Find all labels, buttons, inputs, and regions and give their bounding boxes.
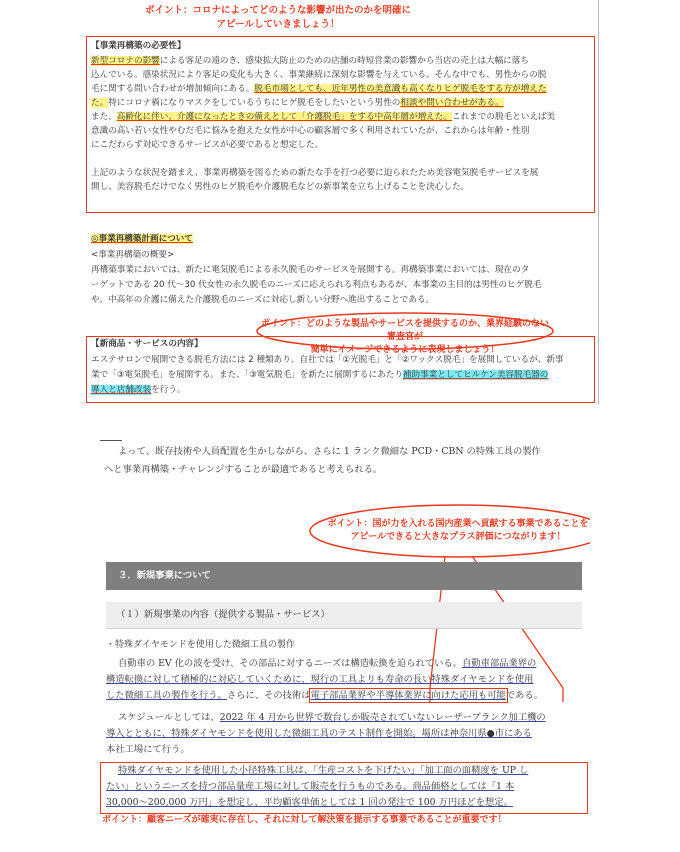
- note-top-line1: ポイント：コロナによってどのような影響が出たのかを明確に: [144, 5, 411, 16]
- section1-line: 新型コロナの影響による客足の遠のき、感染拡大防止のための店舗の時短営業の影響から当店の売上は大幅に落ち: [91, 56, 529, 66]
- overview-line: ーゲットである 20 代〜30 代女性の永久脱毛のニーズに応えられる利点もあるが、本事業の主目的は男性のヒゲ脱毛: [91, 280, 542, 290]
- section3-title: ３．新規事業について: [118, 570, 211, 581]
- overview-heading: <事業再構築の概要>: [91, 250, 175, 260]
- section1-line: 意識の高い若い女性やむだ毛に悩みを抱えた女性が中心の顧客層で多く利用されていたが、これからは年齢・性別: [91, 126, 530, 136]
- note-mid-line2: 簡単にイメージできるように表現しましょう！: [310, 345, 500, 355]
- product-heading: 【新商品・サービスの内容】: [91, 339, 203, 349]
- note-top-line2: アピールしていきましょう！: [216, 19, 340, 30]
- bullet-title: ・特殊ダイヤモンドを使用した微細工具の製作: [106, 640, 295, 650]
- section1-line: 開し、美容脱毛だけでなく男性のヒゲ脱毛や介護脱毛などの新事業を立ち上げることを決心した。: [91, 182, 470, 192]
- para2-line: 導入とともに、特殊ダイヤモンドを使用した微細工具のテスト制作を開始。場所は神奈川県●市にある: [106, 728, 532, 739]
- section3-header: [106, 562, 582, 590]
- plan-heading: ◎事業再構築計画について: [91, 234, 193, 244]
- para3-line: たい」というニーズを持つ部品量産工場に対して販売を行うものである。商品価格としては「1 本: [106, 781, 515, 792]
- para3-line: 30,000〜200,000 万円」を想定し、平均顧客単価としては 1 回の発注で 100 万円ほどを想定。: [106, 797, 513, 808]
- para2-line: スケジュールとしては、2022 年 4 月から世界で数台しか販売されていないレーザーブランク加工機の: [118, 712, 546, 723]
- section1-heading: 【事業再構築の必要性】: [91, 41, 186, 51]
- note-mid-line1: ポイント：どのような製品やサービスを提供するのか、業界経験のない審査官が: [260, 319, 549, 342]
- note-bubble-line2: アピールできると大きなプラス評価につながります！: [350, 532, 566, 542]
- section1-line: 込んでいる。感染状況により客足の変化も大きく、事業継続に深刻な影響を与えている。そんな中でも、男性からの脱: [91, 70, 547, 80]
- para3-line: 特殊ダイヤモンドを使用した小径特殊工具は、「生産コストを下げたい」「加工面の面精度を UP し: [118, 765, 529, 776]
- section1-line: 毛に関する問い合わせが増加傾向にある。脱毛市場としても、近年男性の美意識も高くなりヒゲ脱毛をする方が増えた: [91, 84, 547, 94]
- product-line: エステサロンで展開できる脱毛方法には 2 種類あり、自社では「①光脱毛」と「②ワックス脱毛」を展開しているが、新事: [91, 355, 564, 365]
- para2-line: 本社工場にて行う。: [106, 744, 190, 755]
- note-bubble: [310, 518, 606, 544]
- para1-line: 自動車の EV 化の波を受け、その部品に対するニーズは構造転換を迫られている。自動車部品業界の: [118, 658, 537, 669]
- product-line: 業で「③電気脱毛」を展開する。また、「③電気脱毛」を新たに展開するにあたり補助事業としてヒルケン美容脱毛器の: [91, 370, 549, 380]
- para1-line: した微細工具の製作を行う。さらに、その技術は電子部品業界や半導体業界に向けた応用も可能である。: [106, 690, 544, 701]
- document-page-1: [83, 0, 599, 404]
- note-bottom: ポイント：顧客ニーズが確実に存在し、それに対して解決策を提示する事業であることが重要です！: [102, 815, 507, 825]
- section1-line: 上記のような状況を踏まえ、事業再構築を図るための新たな手を打つ必要に迫られたため美容電気脱毛サービスを展: [91, 168, 539, 178]
- section1-line: にこだわらず対応できるサービスが必要であると想定した。: [91, 140, 324, 150]
- subsection-title: （１）新規事業の内容（提供する製品・サービス）: [116, 609, 330, 620]
- intro-line: へと事業再構築・チャレンジすることが最適であると考えられる。: [104, 464, 383, 475]
- subsection-header: [106, 602, 582, 629]
- section1-line: た。特にコロナ禍になりマスクをしているうちにヒゲ脱毛をしたいという男性の相談や問い合わせがある。: [91, 98, 504, 108]
- overview-line: 再構築事業においては、新たに電気脱毛による永久脱毛のサービスを展開する。再構築事業においては、現在のタ: [91, 265, 530, 275]
- intro-line: よって、既存技術や人員配置を生かしながら、さらに 1 ランク微細な PCD・CBN の特殊工具の製作: [118, 446, 541, 457]
- note-bubble-line1: ポイント：国が力を入れる国内産業へ貢献する事業であることを: [327, 519, 589, 529]
- overview-line: や、中高年の介護に備えた介護脱毛のニーズに対応し新しい分野へ進出することである。: [91, 295, 435, 305]
- product-line: 導入と店舗改装を行う。: [91, 385, 186, 395]
- document-page-2: [100, 430, 590, 852]
- para1-line: 構造転換に対して積極的に対応していくために、現行の工具よりも寿命の長い特殊ダイヤモンドを使用: [106, 674, 534, 685]
- section1-line: また、高齢化に伴い、介護になったときの備えとして「介護脱毛」をする中高年層が増えた。これまでの脱毛といえば美: [91, 112, 556, 122]
